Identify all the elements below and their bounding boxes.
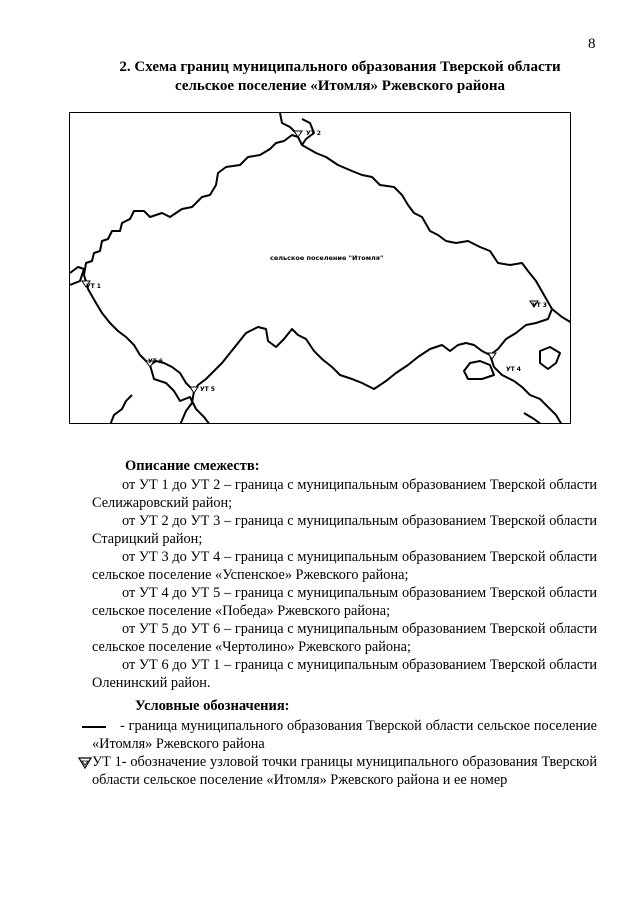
node-label-ut3: УТ 3 bbox=[532, 302, 547, 309]
node-label-ut2: УТ 2 bbox=[306, 130, 321, 137]
node-label-ut4: УТ 4 bbox=[506, 366, 521, 373]
title-line-2: сельское поселение «Итомля» Ржевского района bbox=[174, 78, 505, 94]
node-triangle-icon bbox=[78, 757, 92, 769]
settlement-boundary bbox=[84, 135, 552, 391]
page-title bbox=[80, 58, 600, 96]
node-marker-ut4 bbox=[488, 353, 496, 359]
node-label-ut5: УТ 5 bbox=[200, 386, 215, 393]
node-label-ut6: УТ 6 bbox=[148, 358, 163, 365]
title-line-1: 2. Схема границ муниципального образования Тверской области bbox=[119, 59, 561, 75]
adjacency-item: от УТ 5 до УТ 6 – граница с муниципальным образованием Тверской области сельское поселение «Чертолино» Ржевского района; bbox=[92, 621, 597, 656]
legend-node-text: УТ 1- обозначение узловой точки границы муниципального образования Тверской области сельское поселение «Итомля» Ржевского района и ее номер bbox=[92, 754, 597, 789]
page-number: 8 bbox=[588, 36, 596, 52]
adjacency-item: от УТ 3 до УТ 4 – граница с муниципальным образованием Тверской области сельское поселение «Успенское» Ржевского района; bbox=[92, 549, 597, 584]
boundary-map bbox=[69, 112, 571, 424]
settlement-label: сельское поселение "Итомля" bbox=[270, 254, 384, 262]
adjacency-item: от УТ 4 до УТ 5 – граница с муниципальным образованием Тверской области сельское поселение «Победа» Ржевского района; bbox=[92, 585, 597, 620]
adjacency-heading: Описание смежеств: bbox=[125, 458, 260, 474]
adjacency-item: от УТ 2 до УТ 3 – граница с муниципальным образованием Тверской области Старицкий район; bbox=[92, 513, 597, 548]
legend-heading: Условные обозначения: bbox=[135, 698, 290, 714]
node-marker-ut5 bbox=[190, 387, 198, 393]
node-label-ut1: УТ 1 bbox=[86, 283, 101, 290]
adjacency-item: от УТ 6 до УТ 1 – граница с муниципальным образованием Тверской области Оленинский район. bbox=[92, 657, 597, 692]
adjacency-item: от УТ 1 до УТ 2 – граница с муниципальным образованием Тверской области Селижаровский район; bbox=[92, 477, 597, 512]
legend-boundary-text: - граница муниципального образования Тверской области сельское поселение «Итомля» Ржевского района bbox=[92, 718, 597, 753]
